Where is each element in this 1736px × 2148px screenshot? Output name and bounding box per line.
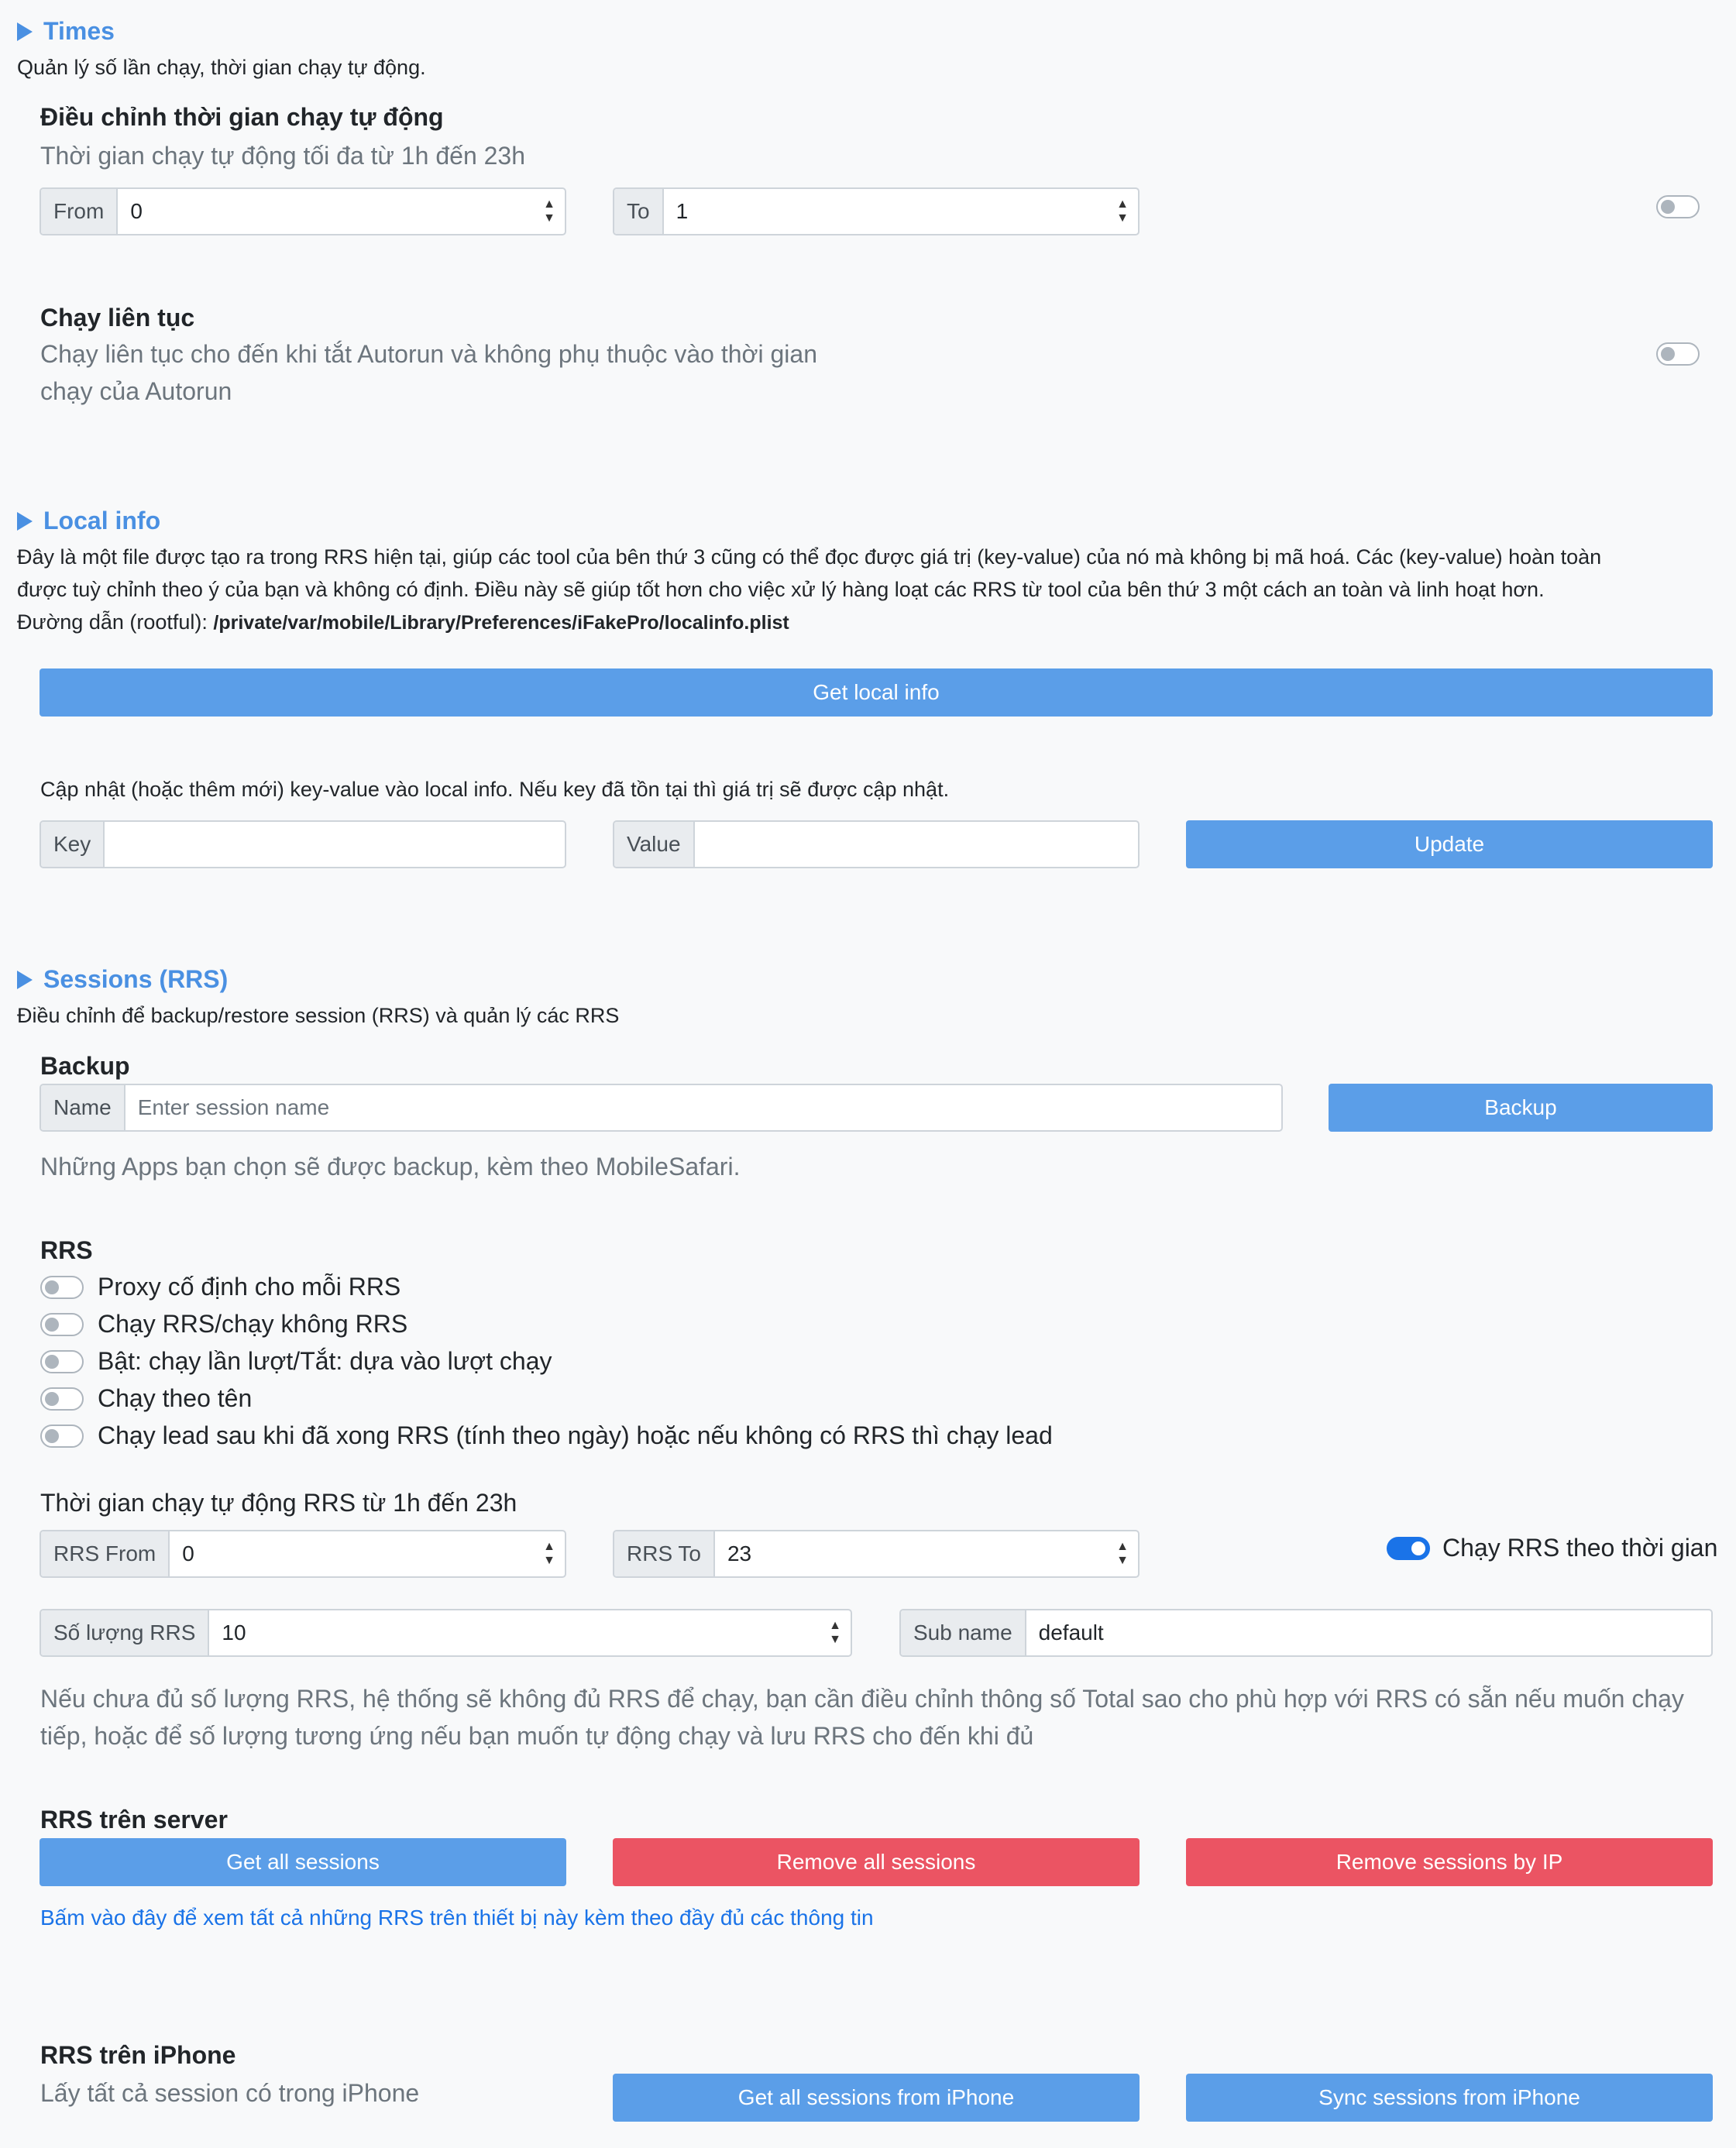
switch-label: Bật: chạy lần lượt/Tắt: dựa vào lượt chạy	[98, 1347, 552, 1375]
times-description: Quản lý số lần chạy, thời gian chạy tự động.	[17, 56, 426, 79]
backup-note: Những Apps bạn chọn sẽ được backup, kèm theo MobileSafari.	[40, 1153, 741, 1181]
sessions-description: Điều chỉnh để backup/restore session (RRS) và quản lý các RRS	[17, 1004, 620, 1027]
backup-button[interactable]: Backup	[1329, 1084, 1713, 1132]
path-label: Đường dẫn (rootful):	[17, 610, 208, 634]
from-label: From	[41, 189, 118, 234]
local-info-desc-line2: được tuỳ chỉnh theo ý của bạn và không có định. Điều này sẽ giúp tốt hơn cho việc xử lý hàng loạt các RRS từ tool của bên thứ 3 một cách an toàn và linh hoạt hơn.	[17, 578, 1545, 601]
remove-all-sessions-button[interactable]: Remove all sessions	[613, 1838, 1140, 1886]
switch-row[interactable]	[40, 1347, 552, 1376]
local-info-path	[17, 606, 789, 639]
from-input[interactable]: 0	[130, 199, 143, 223]
rrs-to-label: RRS To	[614, 1531, 715, 1576]
rrs-from-label: RRS From	[41, 1531, 170, 1576]
backup-heading: Backup	[40, 1052, 130, 1080]
to-input[interactable]: 1	[675, 199, 689, 223]
remove-sessions-by-ip-button[interactable]: Remove sessions by IP	[1186, 1838, 1713, 1886]
key-input-group	[40, 820, 566, 868]
switch-label: Proxy cố định cho mỗi RRS	[98, 1273, 401, 1301]
sequential-run-toggle[interactable]	[40, 1350, 84, 1373]
times-section-toggle[interactable]	[17, 17, 115, 46]
rrs-count-input-group	[40, 1609, 852, 1657]
rrs-count-label: Số lượng RRS	[41, 1610, 209, 1655]
local-info-desc-line1: Đây là một file được tạo ra trong RRS hiện tại, giúp các tool của bên thứ 3 cũng có thể đọc được giá trị (key-value) của nó mà không bị mã hoá. Các (key-value) hoàn toàn	[17, 545, 1602, 569]
stepper-icon[interactable]: ▲ ▼	[543, 1540, 555, 1567]
continuous-desc-line2: chạy của Autorun	[40, 377, 232, 405]
view-sessions-link[interactable]: Bấm vào đây để xem tất cả những RRS trên thiết bị này kèm theo đầy đủ các thông tin	[40, 1906, 874, 1930]
iphone-desc: Lấy tất cả session có trong iPhone	[40, 2079, 420, 2107]
sync-sessions-iphone-button[interactable]: Sync sessions from iPhone	[1186, 2074, 1713, 2122]
name-label: Name	[41, 1085, 125, 1130]
get-all-sessions-iphone-button[interactable]: Get all sessions from iPhone	[613, 2074, 1140, 2122]
auto-time-subtitle: Thời gian chạy tự động tối đa từ 1h đến 23h	[40, 142, 526, 170]
rrs-to-input-group	[613, 1530, 1140, 1578]
run-by-name-toggle[interactable]	[40, 1387, 84, 1411]
continuous-toggle[interactable]	[1656, 342, 1700, 366]
rrs-from-input[interactable]: 0	[182, 1541, 194, 1565]
session-name-input[interactable]: Enter session name	[137, 1095, 330, 1119]
local-info-title: Local info	[43, 507, 161, 534]
switch-row[interactable]	[40, 1384, 252, 1413]
value-input-group	[613, 820, 1140, 868]
expand-triangle-icon	[17, 971, 33, 989]
to-input-group	[613, 187, 1140, 235]
rrs-time-switch[interactable]	[1387, 1534, 1717, 1562]
value-label: Value	[614, 822, 695, 867]
run-rrs-toggle[interactable]	[40, 1313, 84, 1336]
expand-triangle-icon	[17, 512, 33, 531]
expand-triangle-icon	[17, 22, 33, 41]
continuous-desc-line1: Chạy liên tục cho đến khi tắt Autorun và không phụ thuộc vào thời gian	[40, 340, 817, 368]
to-label: To	[614, 189, 664, 234]
stepper-icon[interactable]: ▲ ▼	[1116, 198, 1129, 225]
rrs-heading: RRS	[40, 1236, 93, 1264]
get-local-info-button[interactable]: Get local info	[40, 668, 1713, 717]
update-description: Cập nhật (hoặc thêm mới) key-value vào local info. Nếu key đã tồn tại thì giá trị sẽ được cập nhật.	[40, 778, 950, 801]
stepper-icon[interactable]: ▲ ▼	[543, 198, 555, 225]
times-title: Times	[43, 17, 115, 45]
sessions-title: Sessions (RRS)	[43, 965, 229, 993]
run-lead-toggle[interactable]	[40, 1425, 84, 1448]
auto-time-toggle[interactable]	[1656, 195, 1700, 218]
rrs-time-heading: Thời gian chạy tự động RRS từ 1h đến 23h	[40, 1489, 517, 1517]
rrs-count-input[interactable]: 10	[222, 1620, 246, 1645]
sessions-section-toggle[interactable]	[17, 965, 228, 994]
switch-row[interactable]	[40, 1310, 407, 1339]
rrs-time-toggle[interactable]	[1387, 1537, 1430, 1560]
switch-row[interactable]	[40, 1273, 400, 1301]
session-name-input-group	[40, 1084, 1283, 1132]
update-button[interactable]: Update	[1186, 820, 1713, 868]
stepper-icon[interactable]: ▲ ▼	[1116, 1540, 1129, 1567]
subname-label: Sub name	[901, 1610, 1026, 1655]
subname-input[interactable]: default	[1038, 1620, 1104, 1645]
continuous-heading: Chạy liên tục	[40, 304, 195, 332]
auto-time-heading: Điều chỉnh thời gian chạy tự động	[40, 103, 444, 131]
rrs-note-line1: Nếu chưa đủ số lượng RRS, hệ thống sẽ không đủ RRS để chạy, bạn cần điều chỉnh thông số Total sao cho phù hợp với RRS có sẵn nếu muốn chạy	[40, 1685, 1684, 1713]
path-value: /private/var/mobile/Library/Preferences/iFakePro/localinfo.plist	[213, 612, 789, 634]
switch-label: Chạy RRS/chạy không RRS	[98, 1310, 408, 1338]
from-input-group	[40, 187, 566, 235]
switch-label: Chạy lead sau khi đã xong RRS (tính theo ngày) hoặc nếu không có RRS thì chạy lead	[98, 1421, 1053, 1449]
switch-row[interactable]	[40, 1421, 1053, 1450]
iphone-heading: RRS trên iPhone	[40, 2041, 236, 2069]
stepper-icon[interactable]: ▲ ▼	[829, 1619, 841, 1646]
key-label: Key	[41, 822, 105, 867]
server-heading: RRS trên server	[40, 1806, 228, 1834]
subname-input-group	[899, 1609, 1713, 1657]
switch-label: Chạy theo tên	[98, 1384, 253, 1412]
key-input[interactable]	[105, 822, 565, 867]
proxy-fixed-toggle[interactable]	[40, 1276, 84, 1299]
get-all-sessions-button[interactable]: Get all sessions	[40, 1838, 566, 1886]
local-info-section-toggle[interactable]	[17, 507, 160, 535]
rrs-from-input-group	[40, 1530, 566, 1578]
rrs-to-input[interactable]: 23	[727, 1541, 752, 1565]
rrs-time-toggle-label: Chạy RRS theo thời gian	[1442, 1534, 1718, 1562]
rrs-note-line2: tiếp, hoặc để số lượng tương ứng nếu bạn muốn tự động chạy và lưu RRS cho đến khi đủ	[40, 1722, 1034, 1750]
value-input[interactable]	[695, 822, 1138, 867]
